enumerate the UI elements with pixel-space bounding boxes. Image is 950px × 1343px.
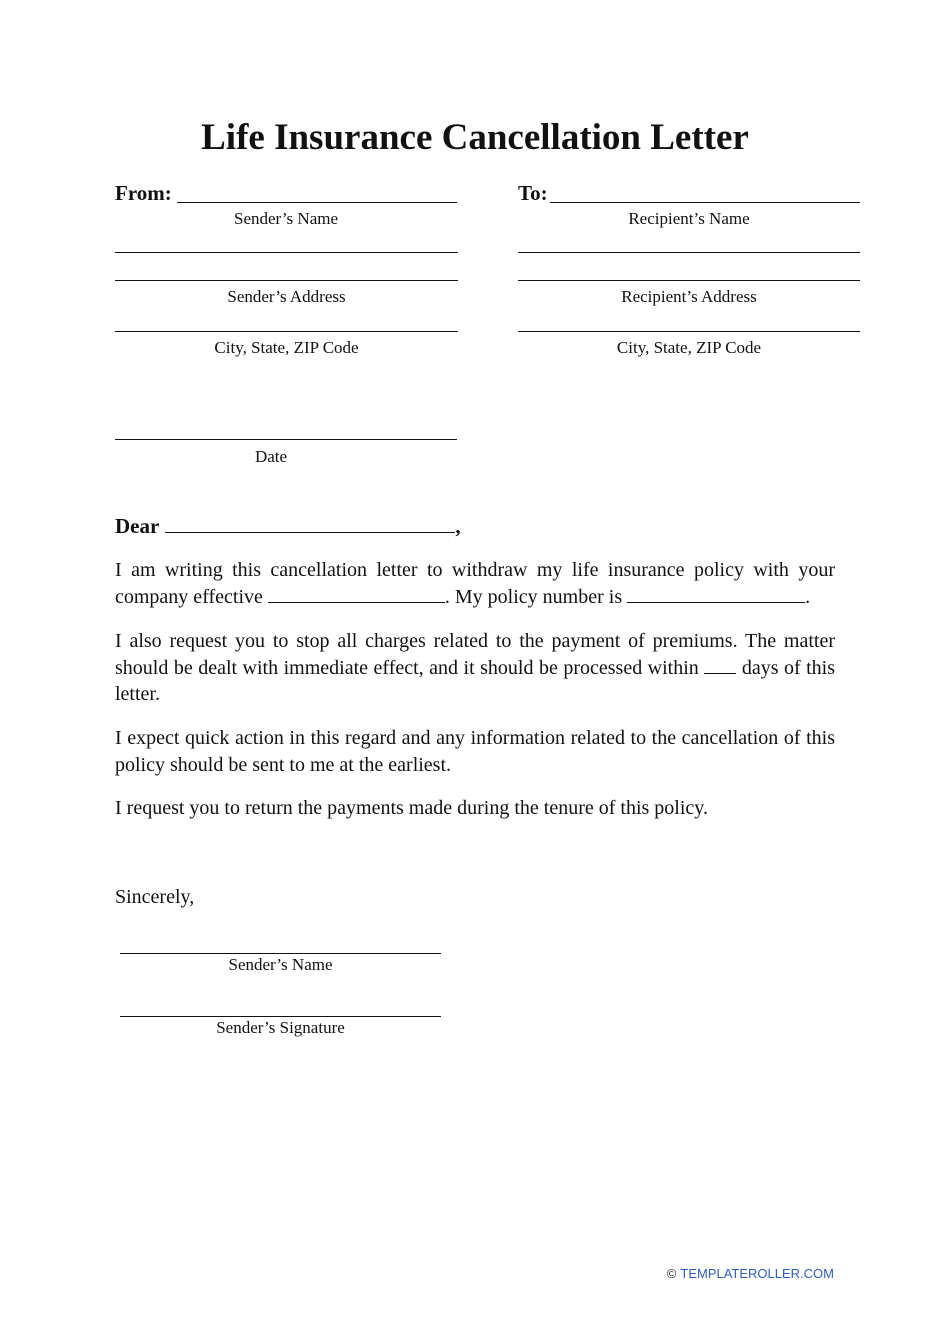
- from-label: From:: [115, 181, 172, 205]
- closing-name-caption: Sender’s Name: [228, 955, 333, 974]
- recipient-blank[interactable]: [165, 514, 455, 533]
- sender-city-caption: City, State, ZIP Code: [214, 338, 359, 357]
- recipient-address-line-1[interactable]: [518, 252, 860, 253]
- policy-number-blank[interactable]: [627, 586, 805, 603]
- recipient-name-line[interactable]: [550, 202, 860, 203]
- footer-credit: [667, 1266, 834, 1282]
- paragraph-4: I request you to return the payments made during the tenure of this policy.: [115, 797, 708, 819]
- date-line[interactable]: [115, 439, 457, 440]
- days-blank[interactable]: [704, 657, 736, 674]
- document-title: Life Insurance Cancellation Letter: [201, 117, 749, 158]
- sender-address-caption: Sender’s Address: [227, 287, 346, 306]
- recipient-city-caption: City, State, ZIP Code: [616, 338, 762, 357]
- p2-text-b: days of this letter.: [115, 656, 836, 705]
- p1-text-a: I am writing this cancellation letter to withdraw my life insurance policy with your company effective: [115, 559, 835, 608]
- p1-text-b: . My policy number is: [444, 585, 623, 608]
- recipient-address-line-2[interactable]: [518, 280, 860, 281]
- paragraph-2: [115, 628, 835, 708]
- to-label: To:: [518, 181, 548, 205]
- recipient-address-caption: Recipient’s Address: [621, 287, 757, 306]
- p1-text-c: .: [805, 585, 811, 608]
- effective-date-blank[interactable]: [268, 586, 445, 603]
- sender-name-caption: Sender’s Name: [233, 209, 339, 228]
- date-caption: Date: [254, 447, 288, 466]
- signature-caption: Sender’s Signature: [216, 1018, 345, 1037]
- closing-word: Sincerely,: [115, 886, 195, 908]
- salutation-comma: ,: [455, 514, 461, 538]
- sender-address-line-2[interactable]: [115, 280, 458, 281]
- recipient-city-line[interactable]: [518, 331, 860, 332]
- footer-site-link[interactable]: TEMPLATEROLLER.COM: [680, 1266, 834, 1281]
- paragraph-3: I expect quick action in this regard and any information related to the cancellation of this policy should be sent to me at the earliest.: [115, 727, 835, 776]
- salutation-word: Dear: [115, 514, 160, 538]
- paragraph-1: [115, 557, 835, 610]
- p2-text-a: I also request you to stop all charges related to the payment of premiums. The matter should be dealt with immediate effect, and it should be processed within: [115, 630, 835, 679]
- recipient-name-caption: Recipient’s Name: [628, 209, 750, 228]
- sender-address-line-1[interactable]: [115, 252, 458, 253]
- sender-city-line[interactable]: [115, 331, 458, 332]
- sender-name-line[interactable]: [177, 202, 457, 203]
- copyright-symbol: ©: [666, 1266, 677, 1281]
- salutation: [115, 512, 461, 540]
